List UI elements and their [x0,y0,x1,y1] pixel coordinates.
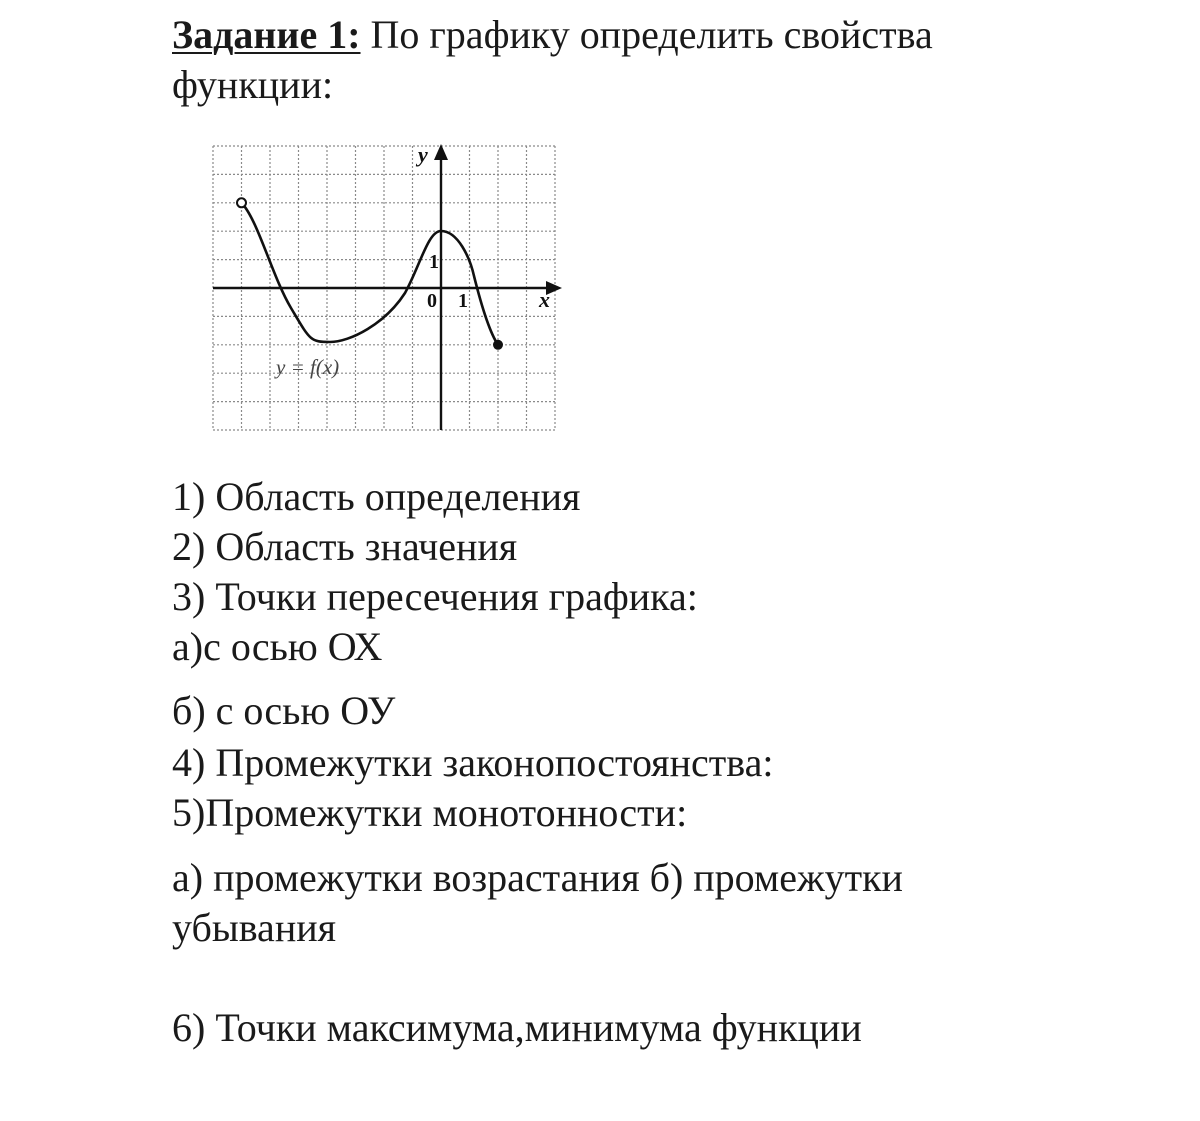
question-increase-decrease: а) промежутки возрастания б) промежутки убывания [172,855,903,950]
function-curve [242,203,499,345]
filled-endpoint [493,340,503,350]
question-intersection-ox: а)с осью ОХ [172,624,383,669]
open-endpoint [237,198,246,207]
question-intersection-oy: б) с осью ОУ [172,688,396,733]
task-label: Задание 1: [172,12,361,57]
task-text: По графику определить свойства функции: [172,12,933,107]
question-monotonicity: 5)Промежутки монотонности: [172,790,688,835]
x-unit-label: 1 [458,290,468,312]
origin-label: 0 [427,290,437,312]
y-axis-label: y [418,142,428,167]
x-axis-label: x [539,287,550,312]
question-constant-sign: 4) Промежутки законопостоянства: [172,740,774,785]
task-heading [172,10,1052,110]
question-range: 2) Область значения [172,524,518,569]
question-extrema: 6) Точки максимума,минимума функции [172,1005,862,1050]
function-label: y = f(x) [276,355,340,379]
y-unit-label: 1 [429,251,439,273]
function-graph [200,128,580,448]
question-intersections: 3) Точки пересечения графика: [172,574,698,619]
question-domain: 1) Область определения [172,474,581,519]
